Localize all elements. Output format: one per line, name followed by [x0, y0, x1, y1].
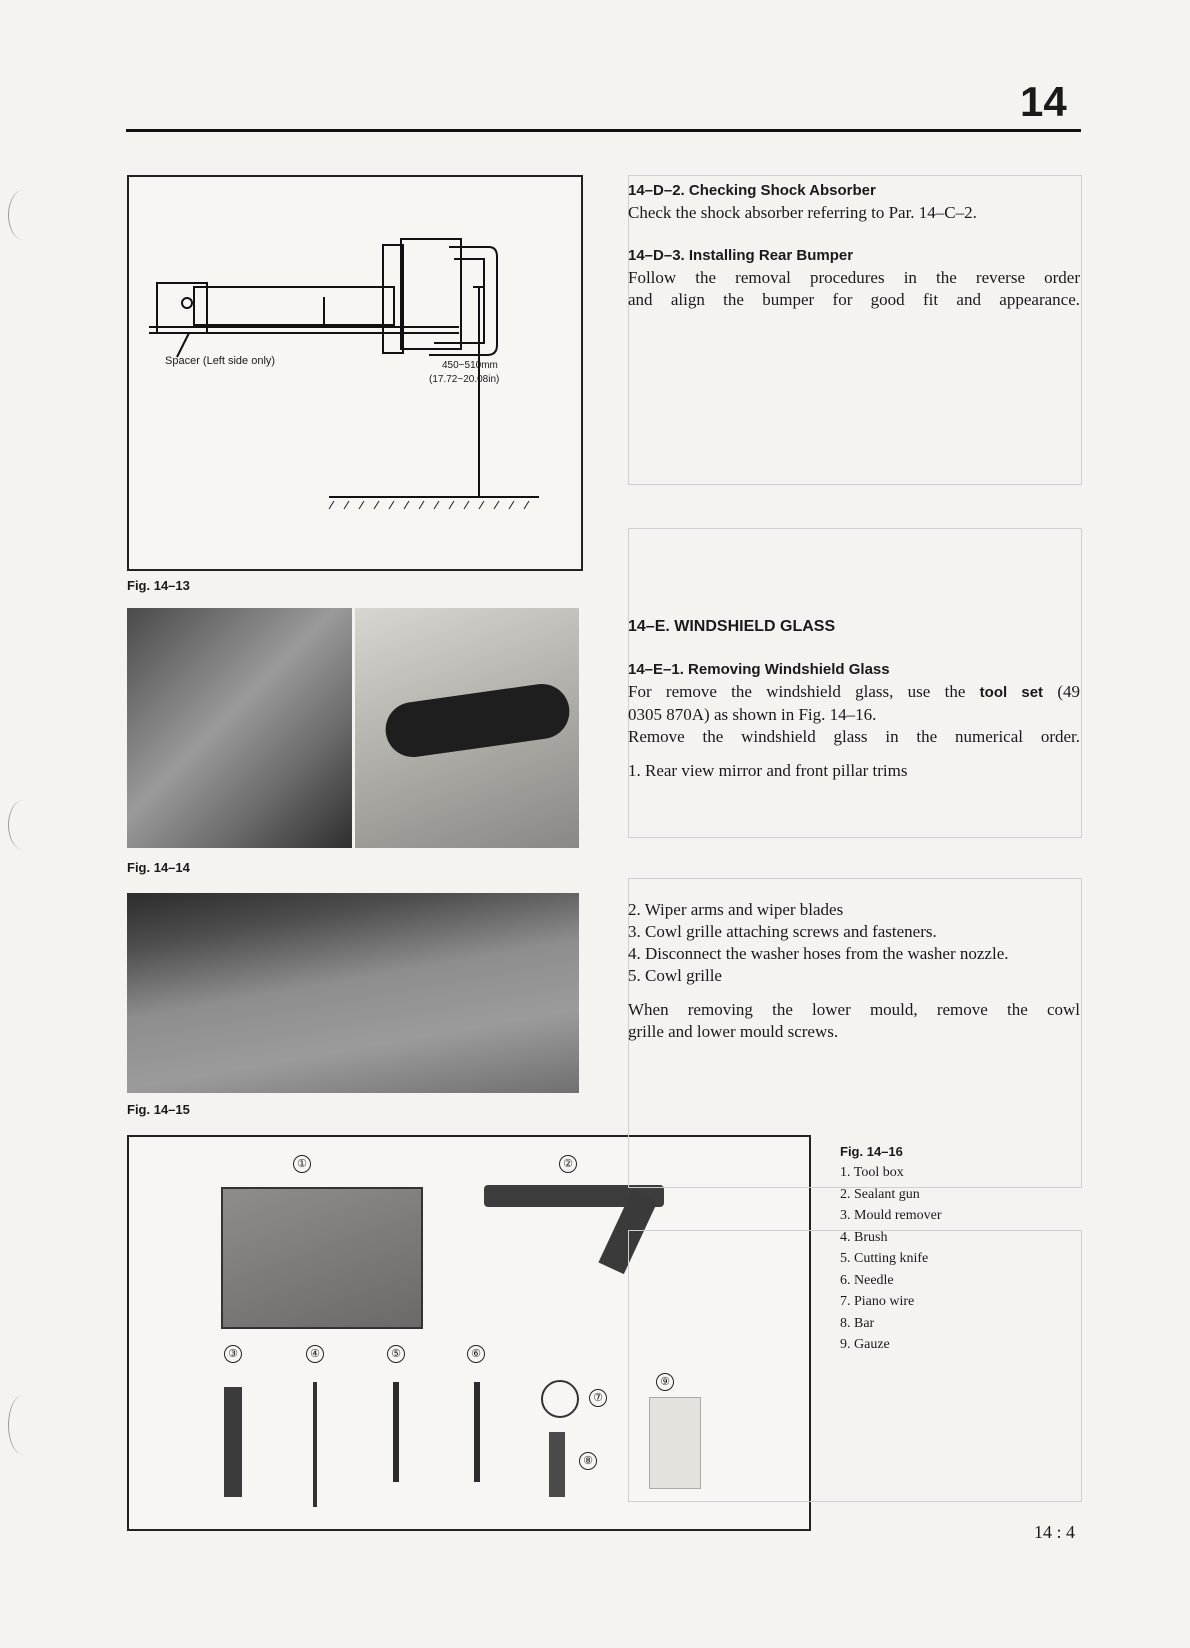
legend-item: 9. Gauze: [840, 1337, 890, 1352]
binding-mark: [8, 1395, 39, 1455]
fig-14-16-label: Fig. 14–16: [840, 1144, 903, 1159]
callout-5: ⑤: [387, 1345, 405, 1363]
step-item: 5. Cowl grille: [628, 966, 722, 985]
legend-item: 4. Brush: [840, 1229, 888, 1245]
step-item: 4. Disconnect the washer hoses from the washer nozzle.: [628, 944, 1009, 963]
callout-4: ④: [306, 1345, 324, 1363]
section-14-d-2: [628, 180, 1080, 224]
spacer-note: Spacer (Left side only): [165, 355, 276, 367]
callout-9: ⑨: [656, 1373, 674, 1391]
legend-item: 1. Tool box: [840, 1165, 904, 1180]
step-note: When removing the lower mould, remove the cowl: [628, 1000, 1080, 1019]
cutting-knife-shape: [393, 1382, 399, 1482]
callout-7: ⑦: [589, 1389, 607, 1407]
legend-item: 6. Needle: [840, 1272, 894, 1288]
binding-mark: [8, 800, 39, 850]
legend-item: 7. Piano wire: [840, 1294, 915, 1309]
rearview-mirror-shape: [382, 680, 573, 760]
fig-14-13-diagram: [127, 175, 583, 571]
tool-box-shape: [221, 1187, 423, 1329]
section-14-e-heading: 14–E. WINDSHIELD GLASS: [628, 618, 836, 635]
section-body: Check the shock absorber referring to Par. 14–C–2.: [628, 203, 977, 222]
section-14-d-3: [628, 245, 1080, 311]
fig-14-14-photo-pillar: [127, 608, 352, 848]
step-item: 2. Wiper arms and wiper blades: [628, 900, 844, 919]
fig-14-13-label: Fig. 14–13: [127, 578, 190, 593]
section-line: Follow the removal procedures in the reverse order: [628, 268, 1080, 287]
fig-14-15-photo-cowl: [127, 893, 579, 1093]
section-line: Remove the windshield glass in the numerical order.: [628, 727, 1080, 746]
section-line: For remove the windshield glass, use the tool set (49: [628, 682, 1080, 701]
header-rule: [126, 129, 1081, 132]
binding-mark: [8, 190, 39, 240]
bleed-frame: [628, 1230, 1082, 1502]
piano-wire-shape: [541, 1380, 579, 1418]
callout-1: ①: [293, 1155, 311, 1173]
fig-14-14-photo-mirror: [355, 608, 579, 848]
bar-shape: [549, 1432, 565, 1497]
mould-remover-shape: [224, 1387, 242, 1497]
step-item: 1. Rear view mirror and front pillar trims: [628, 761, 908, 780]
brush-shape: [313, 1382, 317, 1507]
section-heading: 14–D–2. Checking Shock Absorber: [628, 182, 876, 199]
callout-6: ⑥: [467, 1345, 485, 1363]
fig-14-14-label: Fig. 14–14: [127, 860, 190, 875]
dimension-in: (17.72~20.08in): [429, 374, 500, 385]
callout-3: ③: [224, 1345, 242, 1363]
bumper-mounting-diagram: [129, 177, 581, 569]
section-heading: 14–D–3. Installing Rear Bumper: [628, 247, 854, 264]
dimension-mm: 450~510mm: [442, 360, 498, 371]
removal-steps: [628, 899, 1080, 1043]
legend-item: 8. Bar: [840, 1315, 875, 1331]
step-note: grille and lower mould screws.: [628, 1022, 839, 1041]
needle-shape: [474, 1382, 480, 1482]
section-line: and align the bumper for good fit and appearance.: [628, 290, 1080, 309]
callout-2: ②: [559, 1155, 577, 1173]
tool-set-emphasis: tool set: [979, 684, 1044, 701]
legend-item: 5. Cutting knife: [840, 1251, 929, 1266]
section-line: 0305 870A) as shown in Fig. 14–16.: [628, 705, 877, 724]
step-item: 3. Cowl grille attaching screws and fasteners.: [628, 922, 937, 941]
legend-item: 2. Sealant gun: [840, 1186, 920, 1202]
section-heading: 14–E–1. Removing Windshield Glass: [628, 661, 890, 678]
legend-item: 3. Mould remover: [840, 1208, 942, 1223]
chapter-number: 14: [1020, 78, 1067, 125]
fig-14-15-label: Fig. 14–15: [127, 1102, 190, 1117]
page-number: 14 : 4: [1034, 1522, 1076, 1542]
callout-8: ⑧: [579, 1452, 597, 1470]
section-14-e-1: [628, 659, 1080, 782]
